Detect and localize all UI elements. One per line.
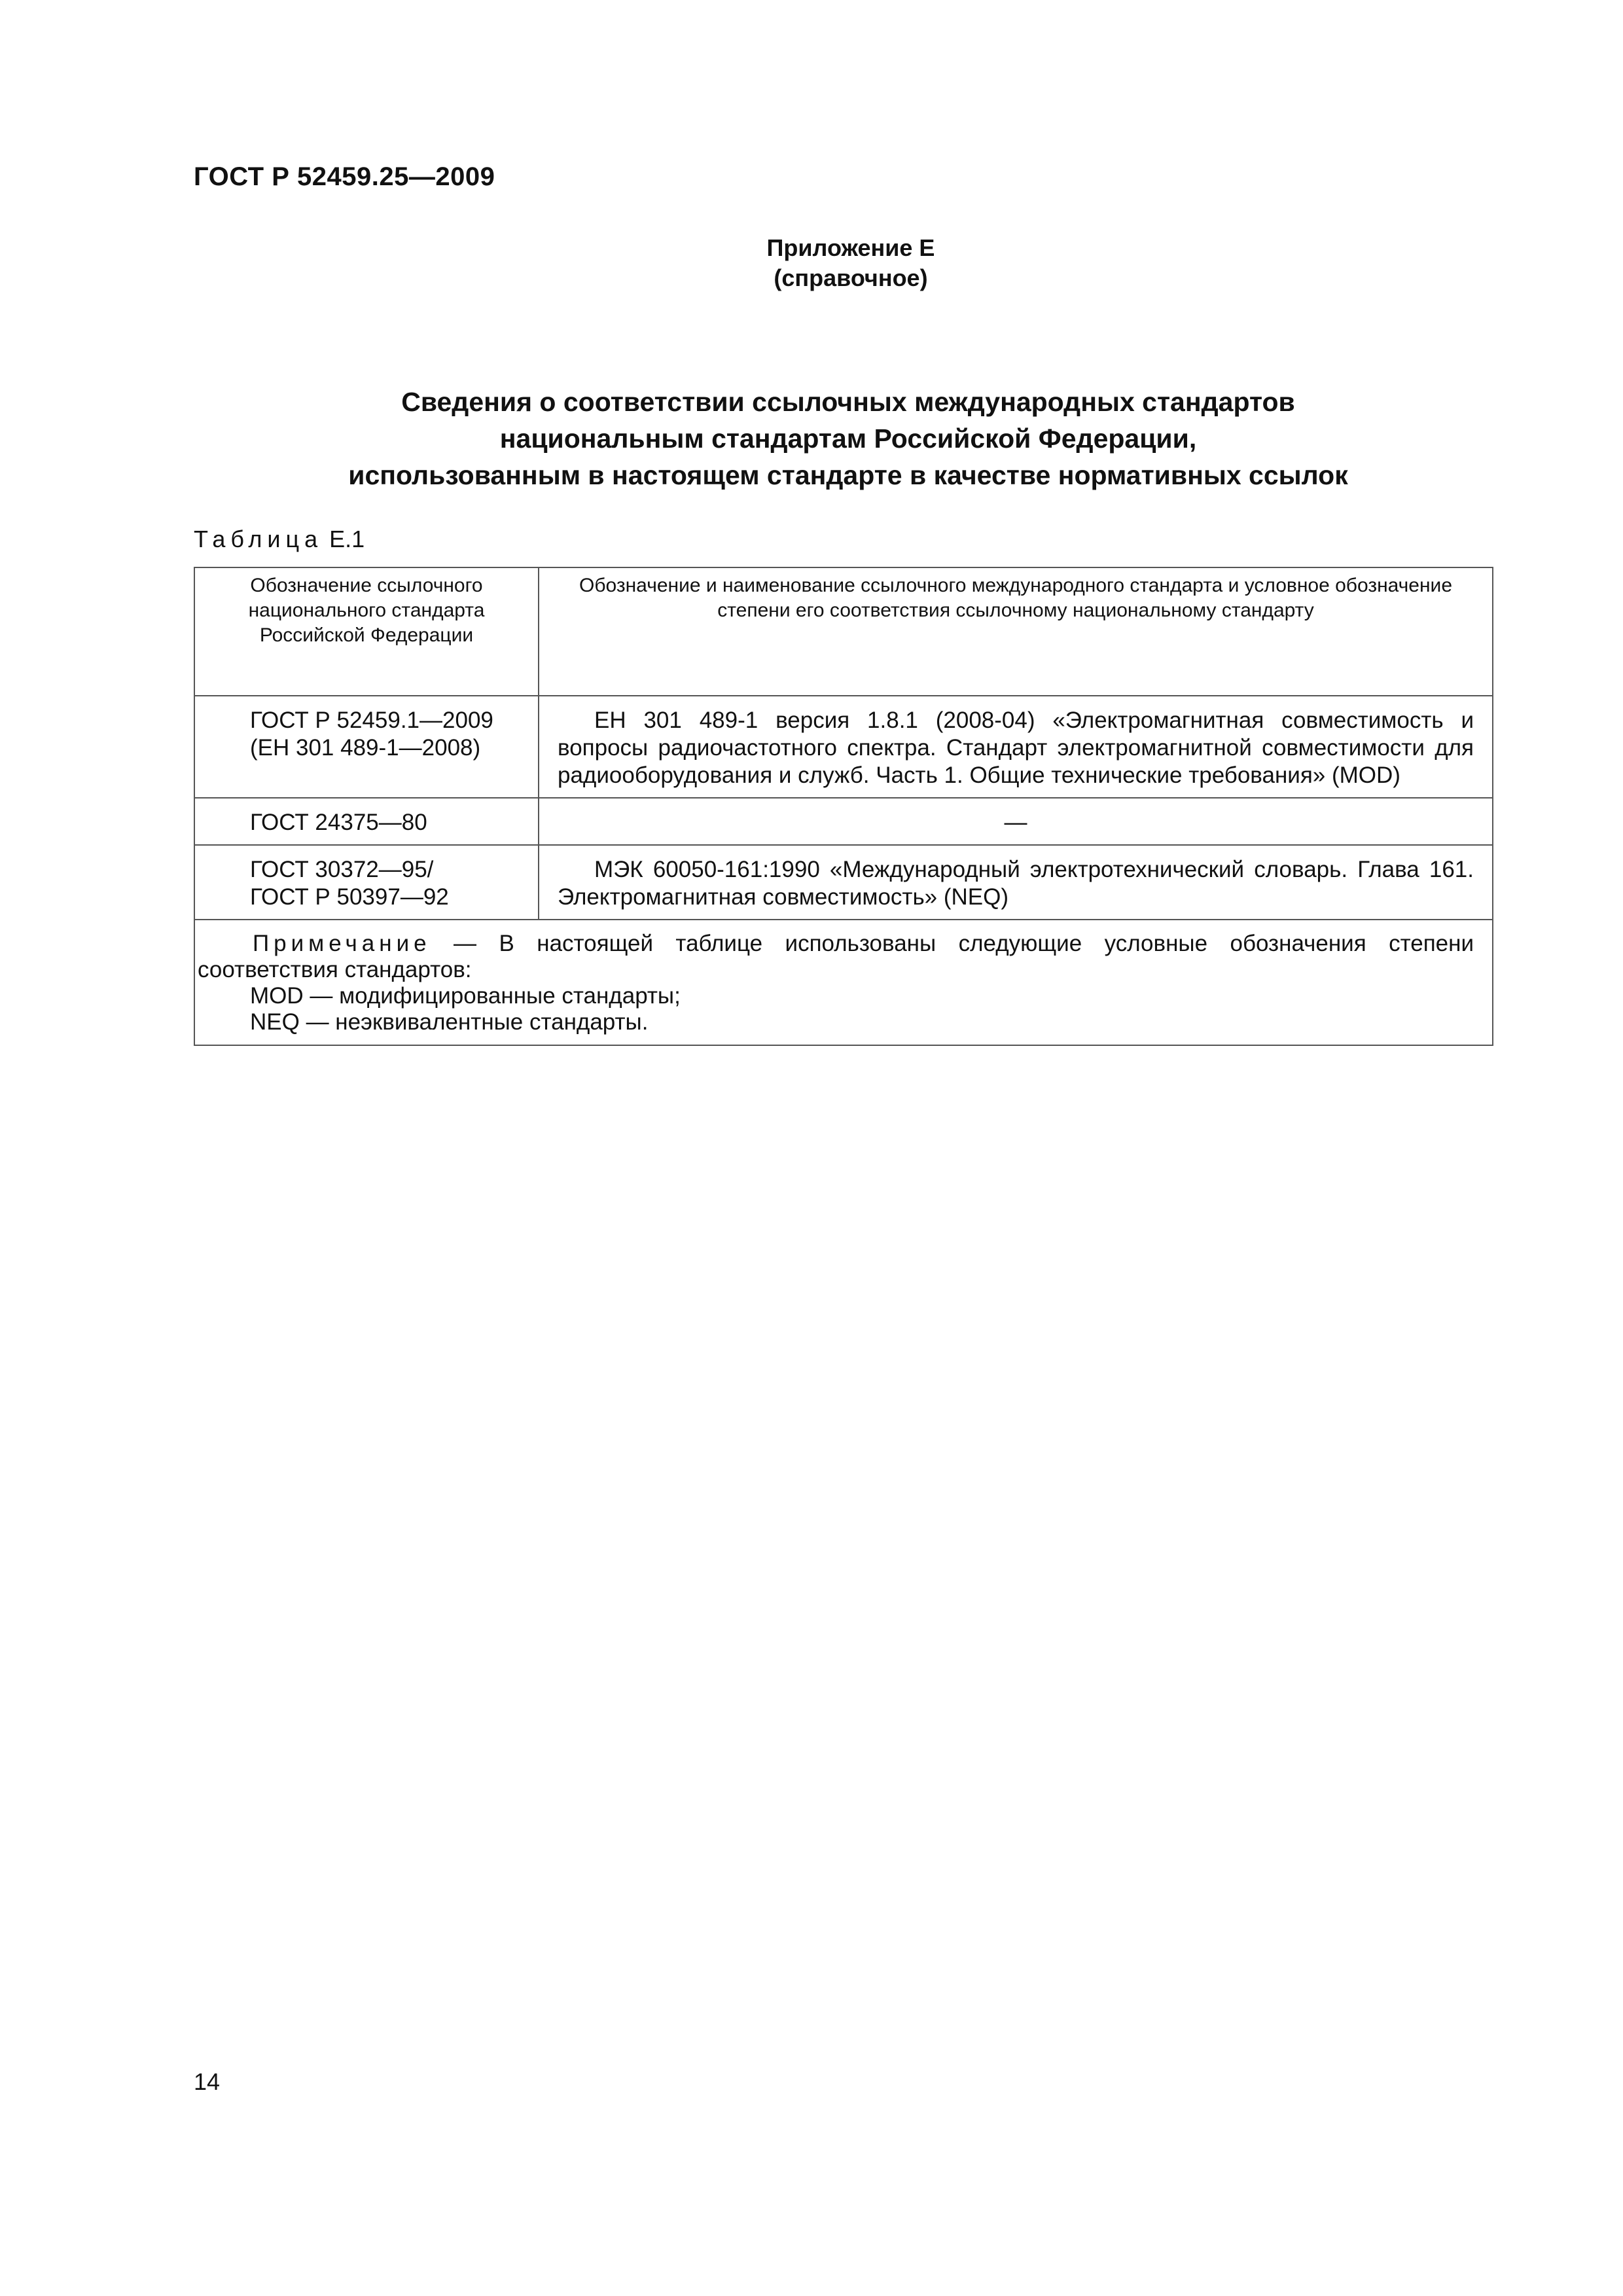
national-standard-code: ГОСТ 24375—80 xyxy=(250,810,427,835)
header-international-standard: Обозначение и наименование ссылочного международного стандарта и условное обозначение степени его соответствия ссылочному национальному стандарту xyxy=(539,567,1493,696)
national-standard-cell xyxy=(194,696,539,798)
note-mod: MOD — модифицированные стандарты; xyxy=(250,983,681,1009)
appendix-type: (справочное) xyxy=(774,264,928,291)
national-standard-cell xyxy=(194,845,539,920)
note-neq: NEQ — неэквивалентные стандарты. xyxy=(250,1009,649,1035)
national-standard-cell xyxy=(194,798,539,845)
international-standard-cell: МЭК 60050-161:1990 «Международный электротехнический словарь. Глава 161. Электромагнитная совместимость» (NEQ) xyxy=(539,845,1493,920)
appendix-title: Приложение Е xyxy=(766,234,935,261)
main-title-line-3: использованным в настоящем стандарте в качестве нормативных ссылок xyxy=(348,460,1348,490)
international-standard-cell: ЕН 301 489-1 версия 1.8.1 (2008-04) «Электромагнитная совместимость и вопросы радиочастотного спектра. Стандарт электромагнитной совместимости для радиооборудования и служб. Часть 1. Общие технические требования» (MOD) xyxy=(539,696,1493,798)
table-row xyxy=(194,845,1493,920)
national-standard-code-alt: ГОСТ Р 50397—92 xyxy=(250,884,449,910)
international-standard-cell: — xyxy=(539,798,1493,845)
table-note xyxy=(194,920,1493,1045)
table-caption-label: Таблица xyxy=(194,526,323,552)
page-number: 14 xyxy=(194,2068,221,2095)
main-title xyxy=(194,384,1503,493)
note-label: Примечание xyxy=(253,931,431,956)
note-text: — В настоящей таблице использованы следующие условные обозначения степени соответствия стандартов: xyxy=(198,931,1474,982)
header-national-standard: Обозначение ссылочного национального стандарта Российской Федерации xyxy=(194,567,539,696)
main-title-line-2: национальным стандартам Российской Федерации, xyxy=(499,423,1197,454)
table-row xyxy=(194,696,1493,798)
table-header-row xyxy=(194,567,1493,696)
table-note-row xyxy=(194,920,1493,1045)
document-code: ГОСТ Р 52459.25—2009 xyxy=(194,162,495,191)
main-title-line-1: Сведения о соответствии ссылочных международных стандартов xyxy=(401,387,1295,417)
table-row xyxy=(194,798,1493,845)
national-standard-code: ГОСТ 30372—95/ xyxy=(250,857,434,882)
table-caption xyxy=(194,526,365,553)
national-standard-code-alt: (ЕН 301 489-1—2008) xyxy=(250,735,481,761)
note-intro xyxy=(198,931,1474,983)
reference-standards-table xyxy=(194,567,1493,1046)
national-standard-code: ГОСТ Р 52459.1—2009 xyxy=(250,708,493,733)
table-caption-number: Е.1 xyxy=(329,526,365,552)
